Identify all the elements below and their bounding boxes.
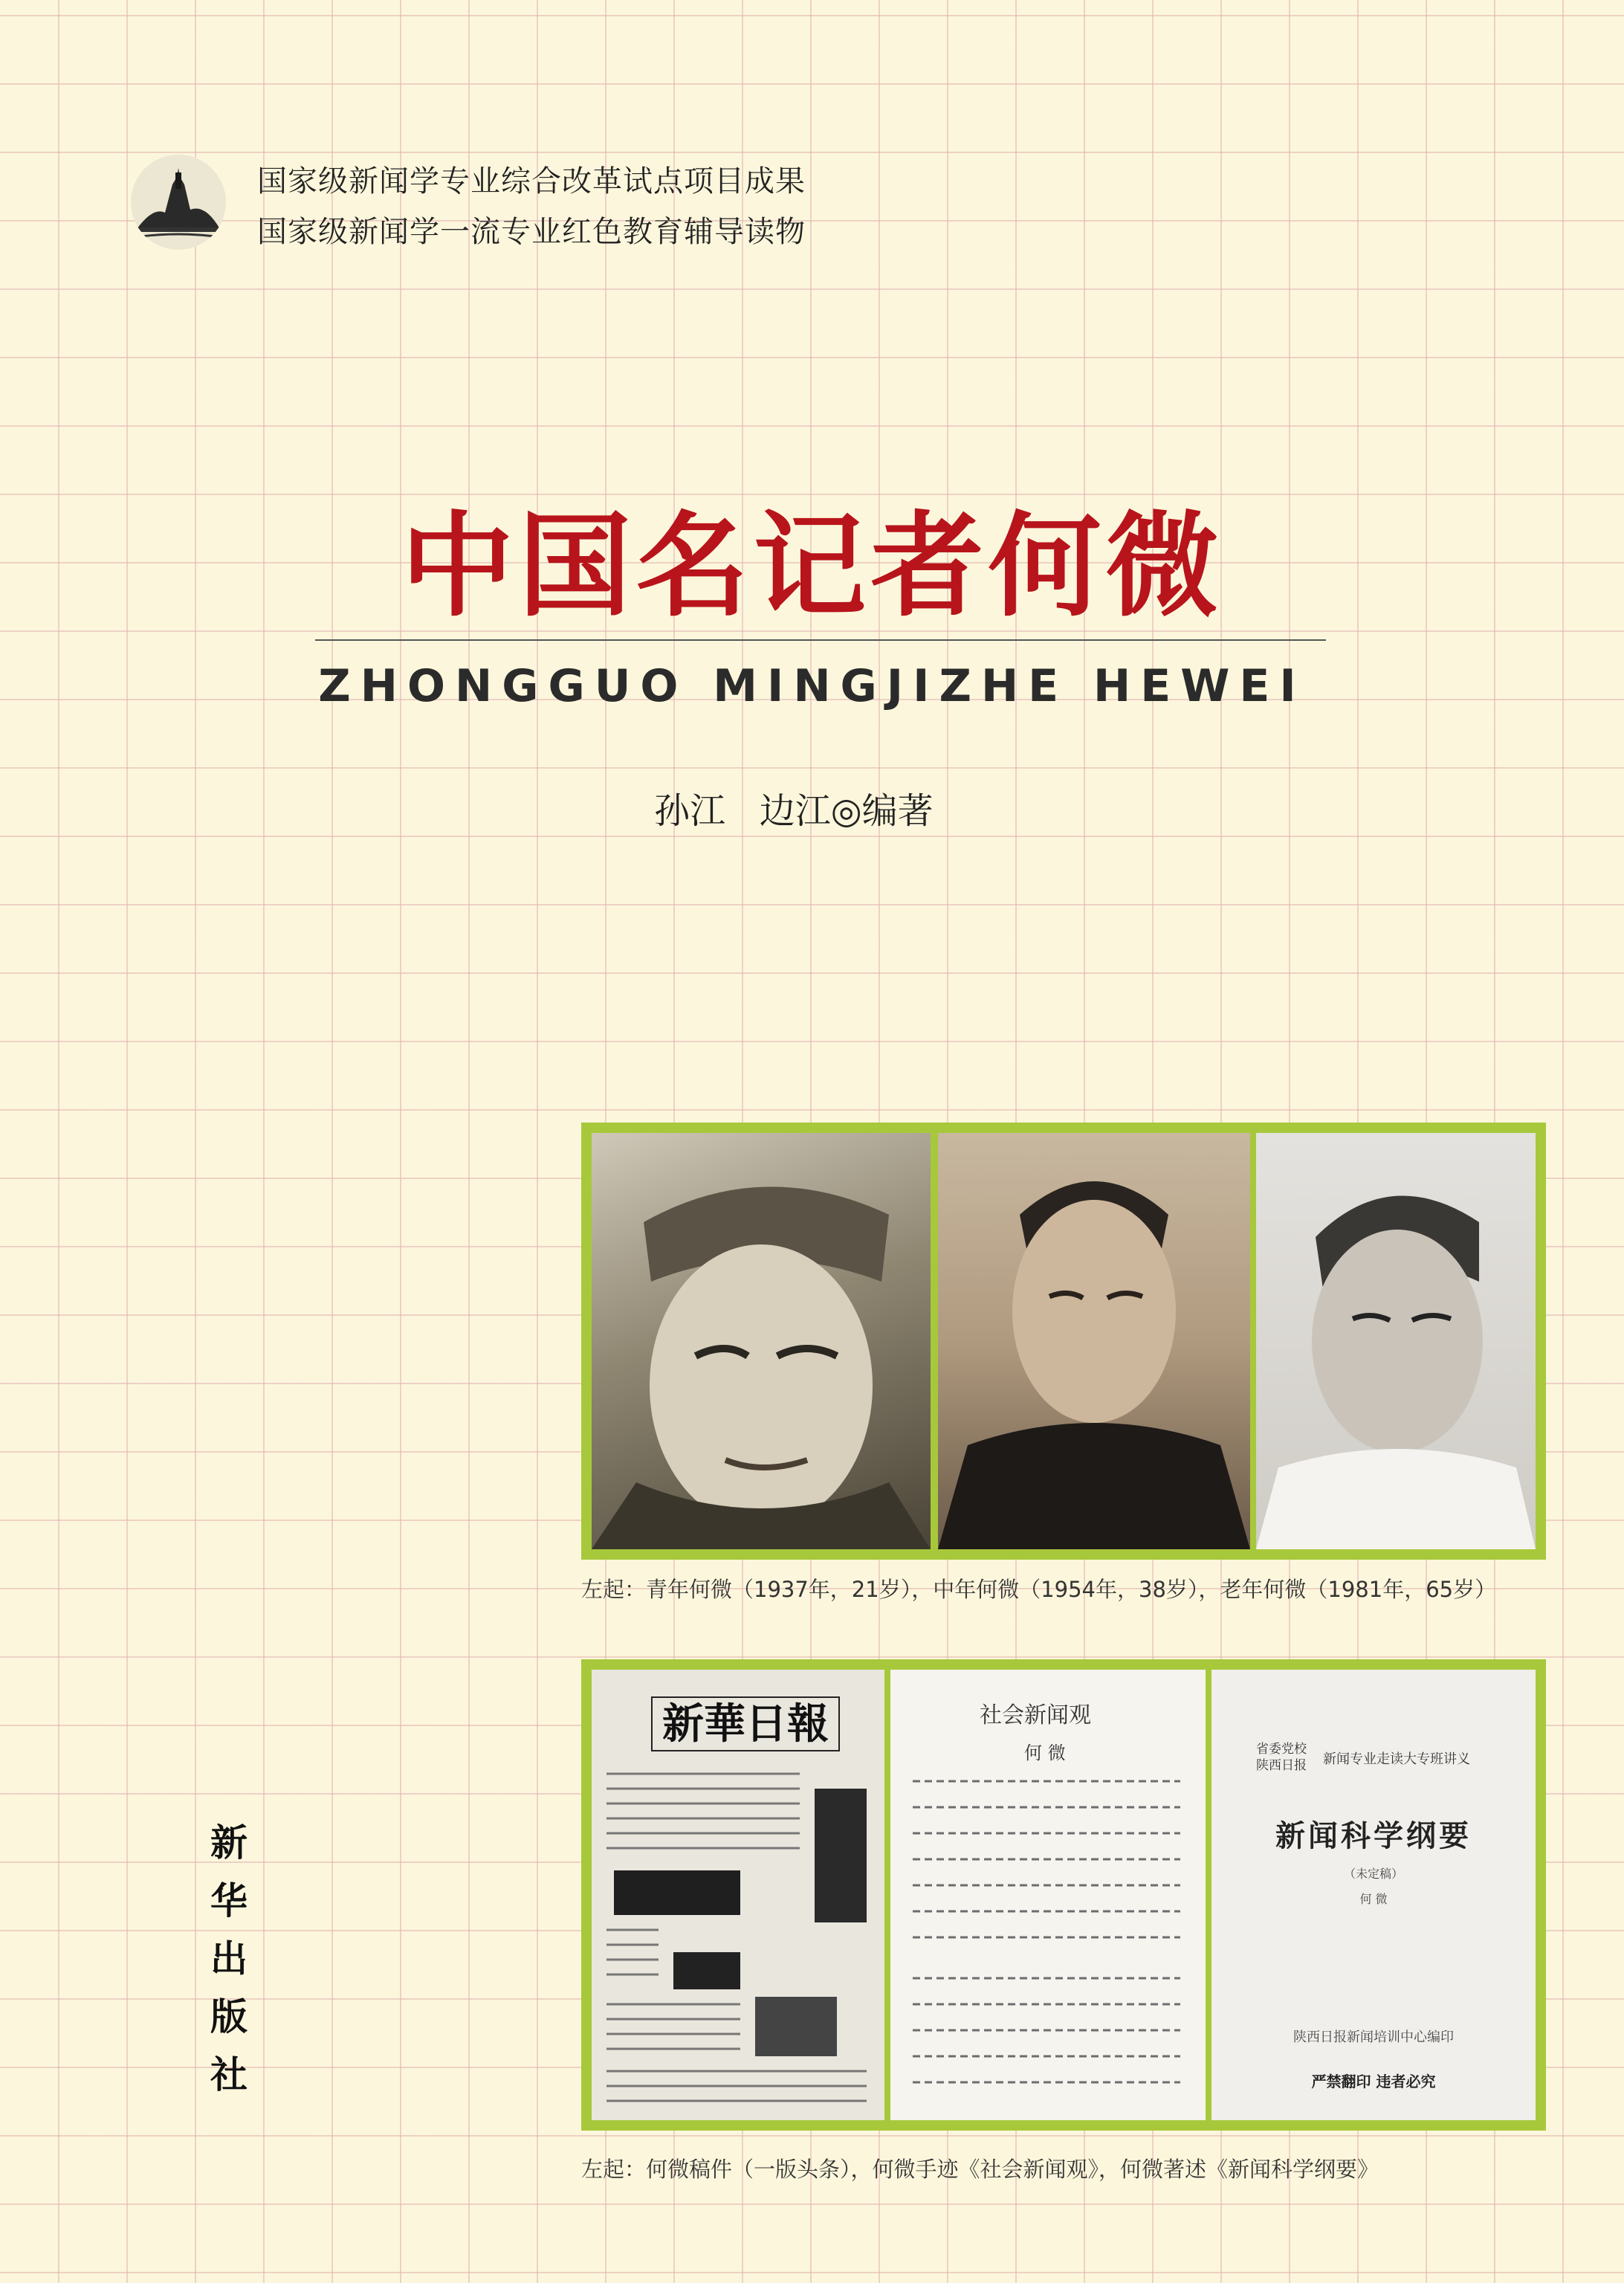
newspaper-masthead: 新華日報 [651,1696,840,1751]
newspaper-clipping [592,1670,884,2120]
publisher-char: 出 [210,1937,248,1980]
document-photos-frame [581,1659,1546,2131]
booklet-rights: 严禁翻印 违者必究 [1311,2073,1436,2090]
authors: 孙江 边江◎编著 [654,790,934,832]
series-line-1: 国家级新闻学专业综合改革试点项目成果 [257,164,806,198]
booklet-title: 新闻科学纲要 [1275,1818,1472,1853]
publisher-char: 版 [210,1995,248,2038]
book-title: 中国名记者何微 [401,499,1223,632]
publisher-char: 新 [210,1821,248,1864]
booklet-note: （未定稿） [1343,1867,1403,1881]
portrait-caption: 左起：青年何微（1937年，21岁），中年何微（1954年，38岁），老年何微（1981年，65岁） [581,1577,1497,1602]
booklet-cover [1211,1670,1536,2120]
booklet-author: 何 微 [1359,1892,1388,1906]
title-divider [315,639,1326,641]
portrait-middle-aged [938,1133,1250,1549]
publisher-char: 社 [210,2053,248,2096]
handwritten-manuscript [890,1670,1206,2120]
documents-caption: 左起：何微稿件（一版头条），何微手迹《社会新闻观》，何微著述《新闻科学纲要》 [581,2157,1379,2182]
publisher-char: 华 [210,1879,248,1922]
manuscript-author: 何 微 [1024,1743,1066,1763]
pagoda-mountain-icon [131,155,226,250]
publisher-logo [131,155,226,250]
portrait-photos-frame [581,1123,1546,1560]
book-title-pinyin: ZHONGGUO MINGJIZHE HEWEI [318,660,1306,712]
booklet-printer: 陕西日报新闻培训中心编印 [1293,2029,1454,2045]
portrait-young [592,1133,931,1549]
publisher-name [207,1814,251,2104]
series-line-2: 国家级新闻学一流专业红色教育辅导读物 [257,215,806,249]
booklet-header-right: 新闻专业走读大专班讲义 [1323,1751,1470,1767]
portrait-elderly [1256,1133,1536,1549]
manuscript-title: 社会新闻观 [980,1702,1091,1728]
booklet-header-left: 省委党校 陕西日报 [1256,1742,1307,1773]
